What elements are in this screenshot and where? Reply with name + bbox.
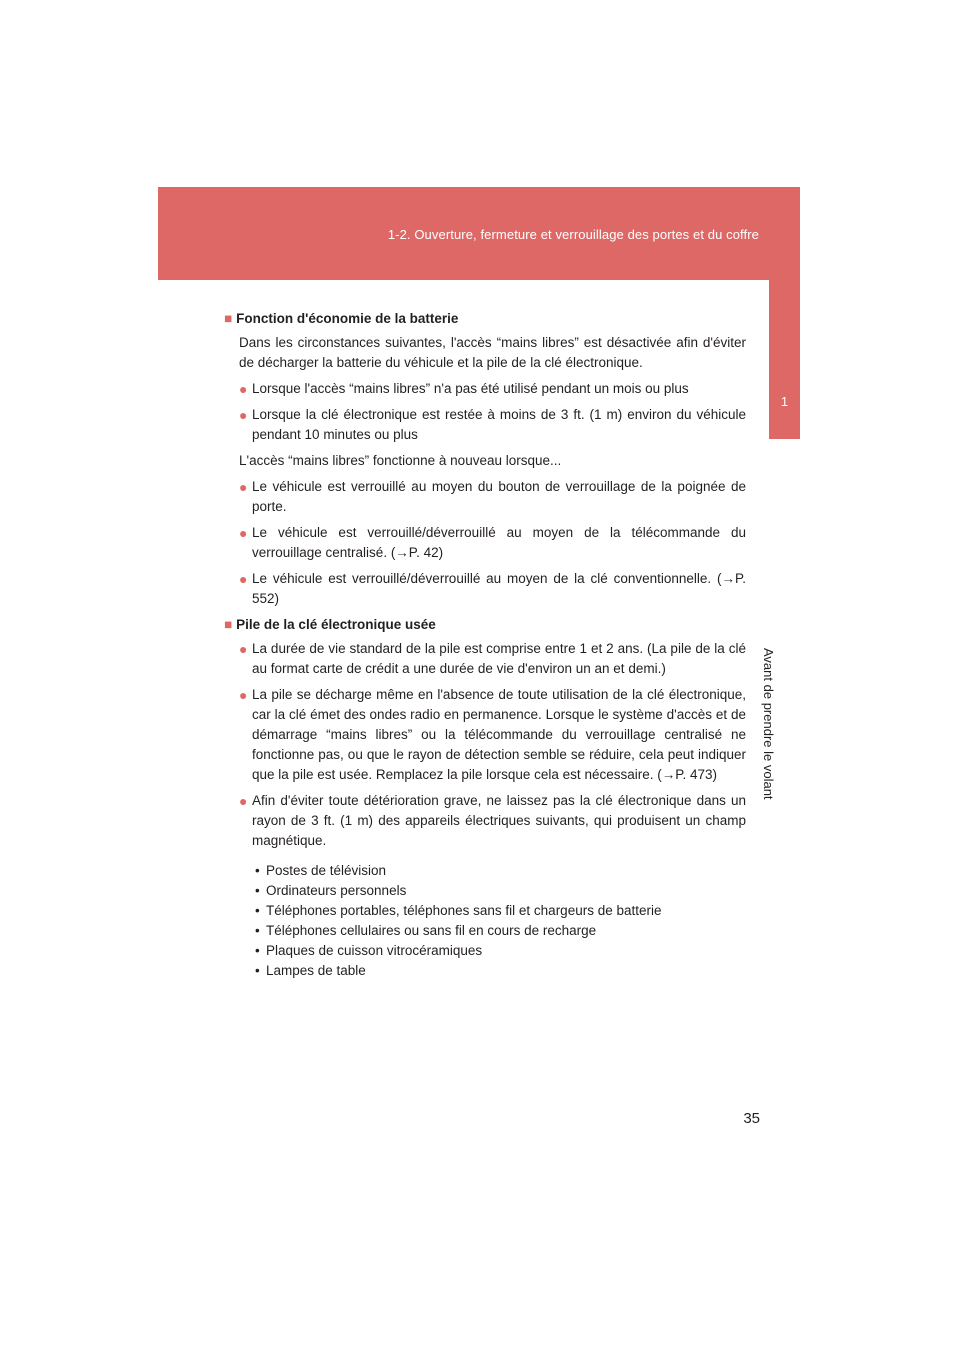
circle-bullet-icon: ● [239, 525, 248, 541]
header-band [158, 187, 800, 280]
device-item: • Postes de télévision [252, 861, 746, 881]
paragraph: Dans les circonstances suivantes, l'accès “mains libres” est désactivée afin d'éviter de décharger la batterie du véhicule et la pile de la clé électronique. [239, 335, 746, 370]
list-item: ● La durée de vie standard de la pile est comprise entre 1 et 2 ans. (La pile de la clé au format carte de crédit a une durée de vie d'environ un an et demi.) [239, 641, 746, 676]
device-item: • Téléphones portables, téléphones sans fil et chargeurs de batterie [252, 901, 746, 921]
device-item: • Ordinateurs personnels [252, 881, 746, 901]
list-item: ● Lorsque la clé électronique est restée à moins de 3 ft. (1 m) environ du véhicule pendant 10 minutes ou plus [239, 407, 746, 442]
section-title: 1-2. Ouverture, fermeture et verrouillage des portes et du coffre [387, 227, 759, 242]
square-bullet-icon: ■ [224, 617, 233, 632]
dot-bullet-icon: • [255, 943, 260, 958]
chapter-tab [769, 280, 800, 439]
list-item: ● Le véhicule est verrouillé au moyen du bouton de verrouillage de la poignée de porte. [239, 479, 746, 514]
list-item: ● Le véhicule est verrouillé/déverrouillé au moyen de la télécommande du verrouillage centralisé. (→P. 42) [239, 525, 746, 560]
chapter-label: Avant de prendre le volant [761, 648, 776, 800]
page-number: 35 [743, 1110, 760, 1127]
list-item: ● Le véhicule est verrouillé/déverrouillé au moyen de la clé conventionnelle. (→P. 552) [239, 571, 746, 606]
circle-bullet-icon: ● [239, 793, 248, 809]
list-item: ● Afin d'éviter toute détérioration grave, ne laissez pas la clé électronique dans un rayon de 3 ft. (1 m) des appareils électriques suivants, qui produisent un champ magnétique. [239, 793, 746, 848]
dot-bullet-icon: • [255, 923, 260, 938]
list-item: ● Lorsque l'accès “mains libres” n'a pas été utilisé pendant un mois ou plus [239, 381, 689, 397]
dot-bullet-icon: • [255, 963, 260, 978]
heading-text: Fonction d'économie de la batterie [236, 311, 459, 326]
page-content [224, 309, 746, 981]
circle-bullet-icon: ● [239, 641, 248, 657]
list-item: ● La pile se décharge même en l'absence de toute utilisation de la clé électronique, car la clé émet des ondes radio en permanence. Lorsque le système d'accès et de démarrage “mains libres” ou la télécommande du verrouillage centralisé ne fonctionne pas, ou que le rayon de détection semble se réduire, cela peut indiquer que la pile est usée. Remplacez la pile lorsque cela est nécessaire. (→P. 473) [239, 687, 746, 782]
dot-bullet-icon: • [255, 903, 260, 918]
heading-text: Pile de la clé électronique usée [236, 617, 436, 632]
device-item: • Téléphones cellulaires ou sans fil en cours de recharge [252, 921, 746, 941]
dot-bullet-icon: • [255, 883, 260, 898]
section-heading [224, 309, 746, 329]
circle-bullet-icon: ● [239, 381, 248, 397]
paragraph: L'accès “mains libres” fonctionne à nouveau lorsque... [239, 453, 562, 468]
device-item: • Lampes de table [252, 961, 746, 981]
circle-bullet-icon: ● [239, 687, 248, 703]
circle-bullet-icon: ● [239, 479, 248, 495]
dot-bullet-icon: • [255, 863, 260, 878]
circle-bullet-icon: ● [239, 407, 248, 423]
circle-bullet-icon: ● [239, 571, 248, 587]
section-heading [224, 615, 746, 635]
device-item: • Plaques de cuisson vitrocéramiques [252, 941, 746, 961]
square-bullet-icon: ■ [224, 311, 233, 326]
chapter-number: 1 [780, 394, 789, 409]
